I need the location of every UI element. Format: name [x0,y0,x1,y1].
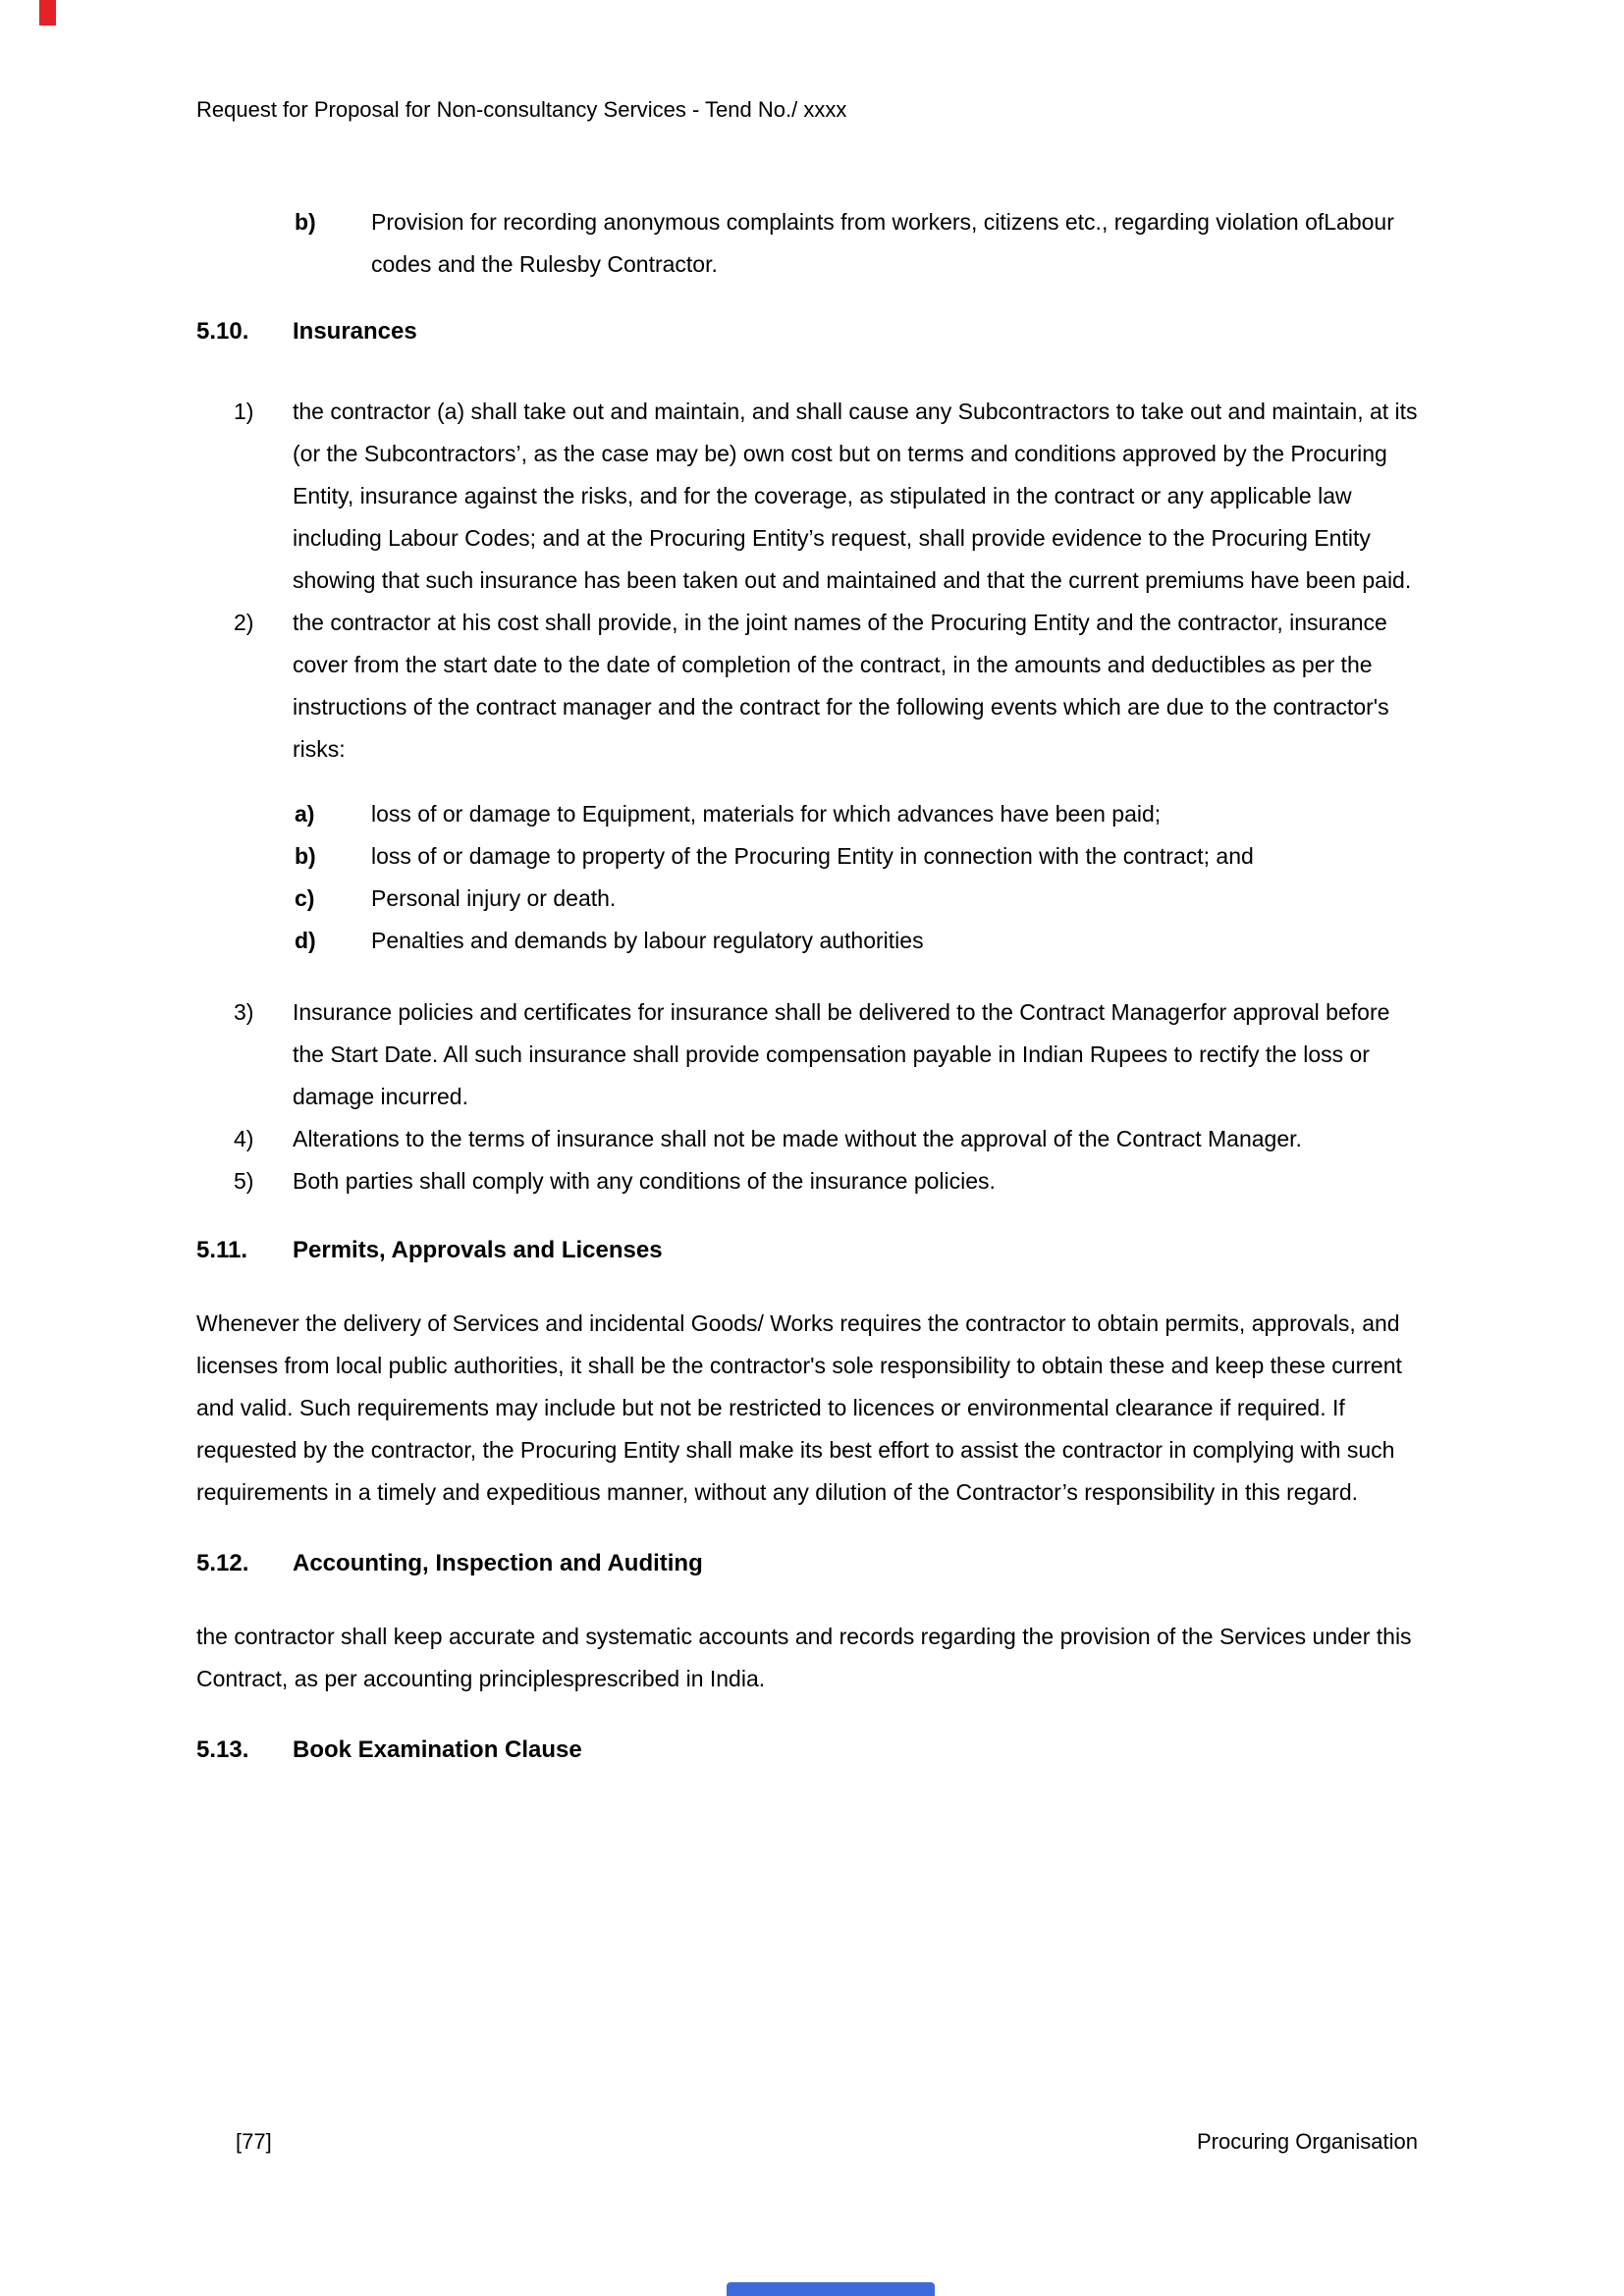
list-item [196,835,1418,878]
page-header-title: Request for Proposal for Non-consultancy Services - Tend No./ xxxx [196,97,847,122]
list-item-text: the contractor (a) shall take out and maintain, and shall cause any Subcontractors to take out and maintain, at its (or the Subcontractors’, as the case may be) own cost but on terms and conditions approved by the Procuring Entity, insurance against the risks, and for the coverage, as stipulated in the contract or any applicable law including Labour Codes; and at the Procuring Entity’s request, shall provide evidence to the Procuring Entity showing that such insurance has been taken out and maintained and that the current premiums have been paid. [293,399,1418,593]
section-title: Insurances [293,318,417,345]
list-item-text: Both parties shall comply with any conditions of the insurance policies. [293,1168,996,1194]
list-item-text: loss of or damage to property of the Procuring Entity in connection with the contract; and [371,843,1254,869]
numbered-list-insurances-bottom [196,991,1418,1202]
list-item-text: loss of or damage to Equipment, materials for which advances have been paid; [371,801,1162,827]
list-marker: 5) [234,1168,254,1194]
section-number: 5.11. [196,1237,248,1263]
paragraph-permits: Whenever the delivery of Services and incidental Goods/ Works requires the contractor to obtain permits, approvals, and licenses from local public authorities, it shall be the contractor's sole responsibility to obtain these and keep these current and valid. Such requirements may include but not be restricted to licences or environmental clearance if required. If requested by the contractor, the Procuring Entity shall make its best effort to assist the contractor in complying with such requirements in a timely and expeditious manner, without any dilution of the Contractor’s responsibility in this regard. [196,1310,1402,1505]
section-number: 5.10. [196,318,249,345]
blue-bottom-bar-artifact [727,2282,935,2296]
list-marker: d) [295,928,316,953]
footer-page-number: [77] [236,2129,272,2154]
list-item [196,920,1418,962]
list-marker: b) [295,843,316,869]
list-marker: 4) [234,1126,254,1151]
list-marker: 1) [234,399,254,424]
section-title: Accounting, Inspection and Auditing [293,1550,703,1576]
page-footer [196,2128,1418,2156]
section-number: 5.12. [196,1550,249,1576]
list-item-text: Provision for recording anonymous complaints from workers, citizens etc., regarding violation ofLabour codes and the Rulesby Contractor. [371,209,1394,277]
numbered-list-insurances-top [196,391,1418,771]
list-item-text: Penalties and demands by labour regulatory authorities [371,928,924,953]
list-item [196,1118,1418,1160]
list-marker: a) [295,801,315,827]
section-heading-insurances [196,315,1418,348]
lettered-sublist-insurance-risks [196,793,1418,962]
paragraph-accounting: the contractor shall keep accurate and systematic accounts and records regarding the provision of the Services under this Contract, as per accounting principlesprescribed in India. [196,1624,1412,1691]
section-heading-accounting [196,1547,1418,1580]
list-item [196,793,1418,835]
list-item [196,878,1418,920]
list-marker: b) [295,209,316,235]
document-content [0,96,1624,1767]
list-item [196,602,1418,771]
list-item [196,991,1418,1118]
list-marker: 3) [234,999,254,1025]
footer-organisation-label: Procuring Organisation [1196,2129,1418,2154]
list-item-text: the contractor at his cost shall provide, in the joint names of the Procuring Entity and the contractor, insurance cover from the start date to the date of completion of the contract, in the amounts and deductibles as per the instructions of the contract manager and the contract for the following events which are due to the contractor's risks: [293,610,1389,762]
list-item-lead-b [196,201,1418,286]
list-marker: 2) [234,610,254,635]
list-item-text: Alterations to the terms of insurance shall not be made without the approval of the Contract Manager. [293,1126,1302,1151]
list-item-text: Insurance policies and certificates for insurance shall be delivered to the Contract Managerfor approval before the Start Date. All such insurance shall provide compensation payable in Indian Rupees to rectify the loss or damage incurred. [293,999,1390,1109]
section-heading-book-examination [196,1734,1418,1767]
section-number: 5.13. [196,1736,249,1763]
list-item [196,1160,1418,1202]
section-heading-permits [196,1234,1418,1267]
list-item [196,391,1418,602]
list-marker: c) [295,885,315,911]
red-corner-artifact [39,0,56,26]
section-title: Book Examination Clause [293,1736,582,1763]
list-item-text: Personal injury or death. [371,885,617,911]
section-title: Permits, Approvals and Licenses [293,1237,663,1263]
page-header [196,96,1418,124]
